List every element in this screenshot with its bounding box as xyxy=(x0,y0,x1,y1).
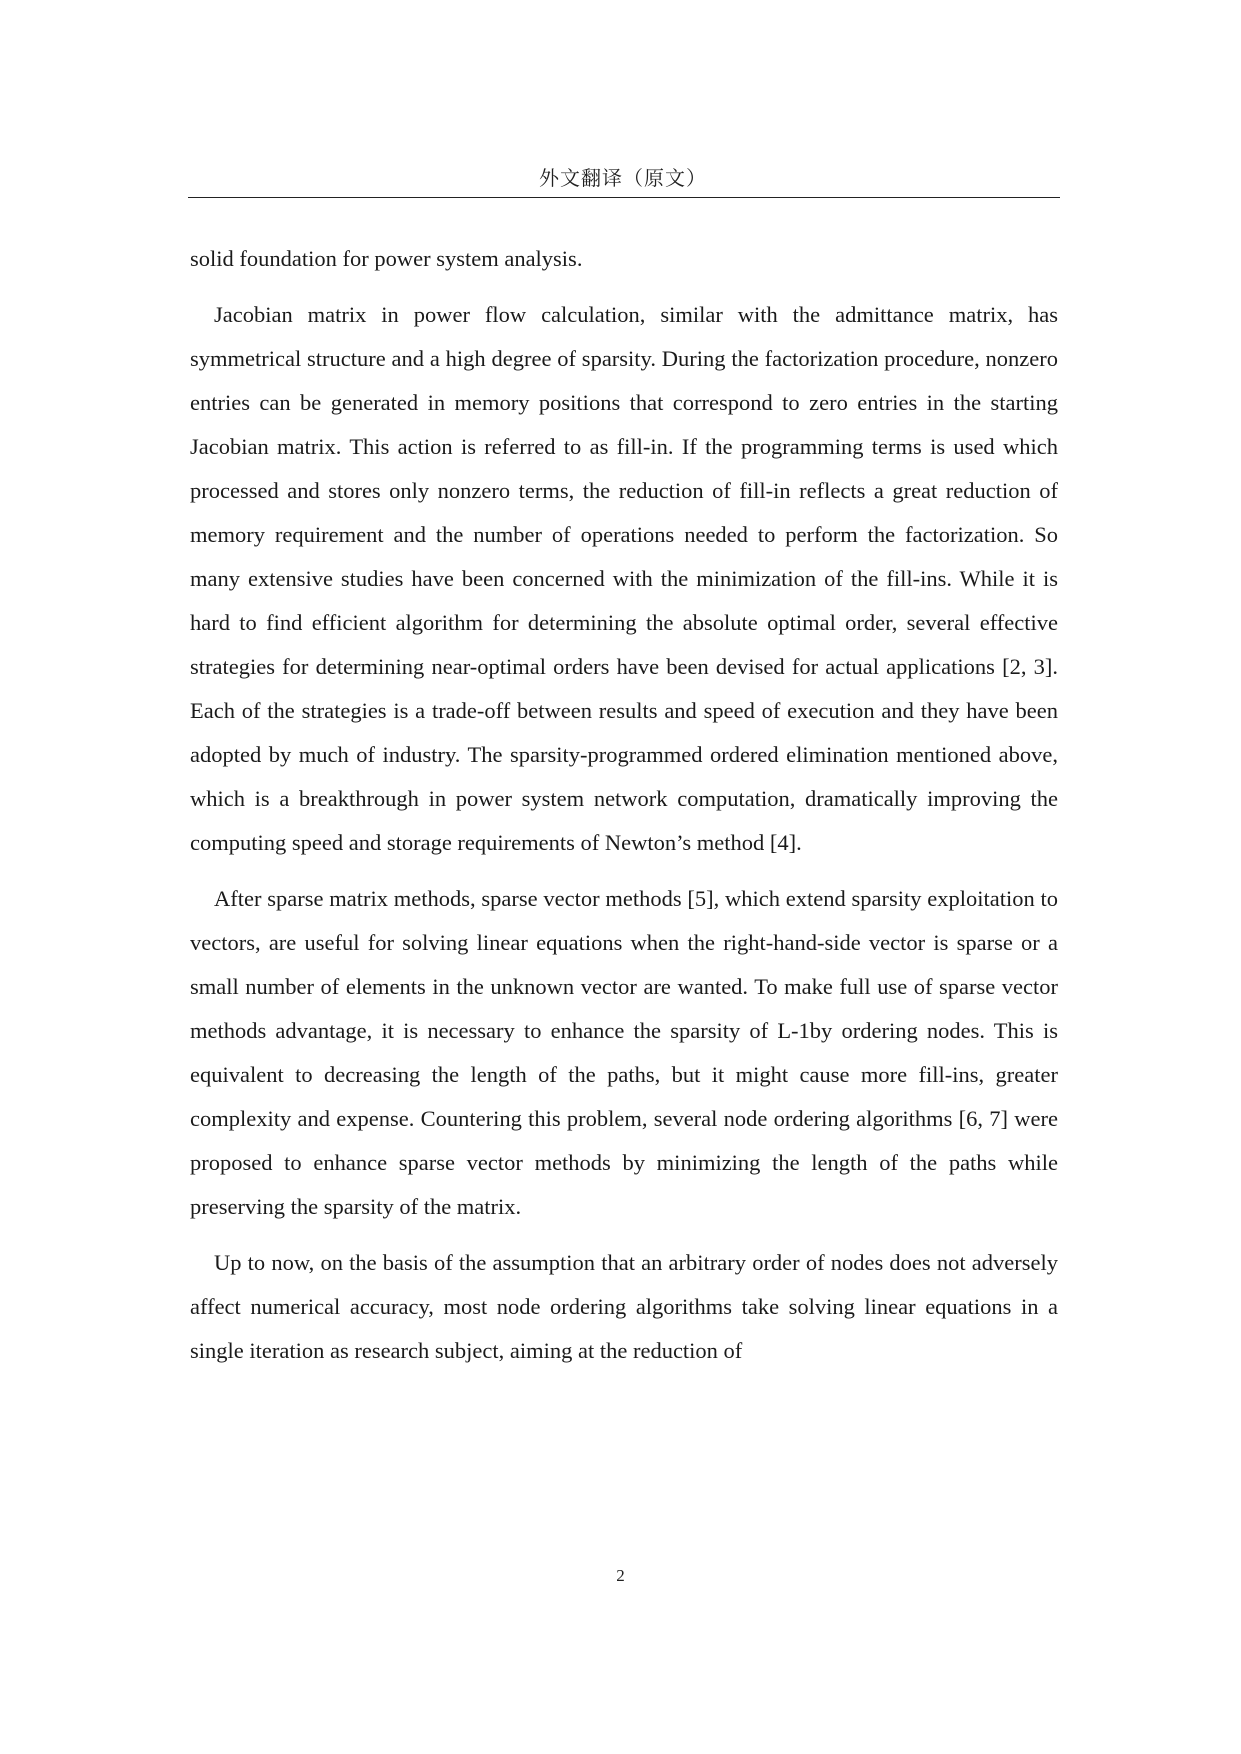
page-number: 2 xyxy=(616,1566,625,1585)
body-text xyxy=(190,237,1058,1385)
running-header: 外文翻译（原文） xyxy=(539,168,707,190)
paragraph-4: Up to now, on the basis of the assumption that an arbitrary order of nodes does not adversely affect numerical accuracy, most node ordering algorithms take solving linear equations in a single iteration as research subject, aiming at the reduction of xyxy=(190,1250,1058,1363)
header-divider xyxy=(188,197,1060,198)
paragraph-2: Jacobian matrix in power flow calculation, similar with the admittance matrix, has symmetrical structure and a high degree of sparsity. During the factorization procedure, nonzero entries can be generated in memory positions that correspond to zero entries in the starting Jacobian matrix. This action is referred to as fill-in. If the programming terms is used which processed and stores only nonzero terms, the reduction of fill-in reflects a great reduction of memory requirement and the number of operations needed to perform the factorization. So many extensive studies have been concerned with the minimization of the fill-ins. While it is hard to find efficient algorithm for determining the absolute optimal order, several effective strategies for determining near-optimal orders have been devised for actual applications [2, 3]. Each of the strategies is a trade-off between results and speed of execution and they have been adopted by much of industry. The sparsity-programmed ordered elimination mentioned above, which is a breakthrough in power system network computation, dramatically improving the computing speed and storage requirements of Newton’s method [4]. xyxy=(190,302,1058,855)
paragraph-3: After sparse matrix methods, sparse vector methods [5], which extend sparsity exploitation to vectors, are useful for solving linear equations when the right-hand-side vector is sparse or a small number of elements in the unknown vector are wanted. To make full use of sparse vector methods advantage, it is necessary to enhance the sparsity of L-1by ordering nodes. This is equivalent to decreasing the length of the paths, but it might cause more fill-ins, greater complexity and expense. Countering this problem, several node ordering algorithms [6, 7] were proposed to enhance sparse vector methods by minimizing the length of the paths while preserving the sparsity of the matrix. xyxy=(190,886,1058,1219)
paragraph-1: solid foundation for power system analysis. xyxy=(190,246,583,271)
